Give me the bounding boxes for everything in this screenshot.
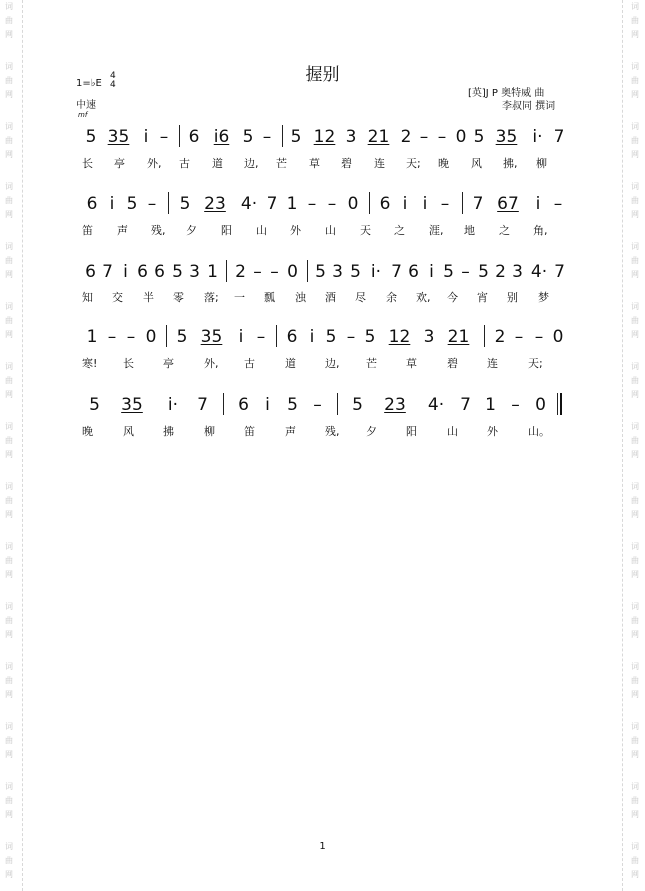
note-group: 3 — [423, 327, 435, 347]
dash-note: – — [313, 395, 322, 415]
note-group: 3 — [332, 262, 343, 282]
note-group: 23 — [204, 194, 226, 214]
note-group: 6 — [154, 262, 165, 282]
note-group: i — [238, 327, 244, 347]
note-group: 5 — [85, 127, 97, 147]
dash-note: – — [440, 194, 450, 214]
note-group: 5 — [443, 262, 454, 282]
note-group: i — [309, 327, 315, 347]
note-group: 2 — [495, 262, 506, 282]
note-group: 2 — [235, 262, 246, 282]
note-group: 5 — [179, 194, 191, 214]
note-group: 5 — [315, 262, 326, 282]
note-group: 2 — [494, 327, 506, 347]
note-group: i· — [167, 395, 179, 415]
note-group: 23 — [384, 395, 406, 415]
note-group: 2 — [400, 127, 412, 147]
bar-line — [223, 393, 224, 415]
note-group: 5 — [89, 395, 100, 415]
watermark-text: 词 曲 网 — [5, 362, 13, 399]
note-group: 0 — [455, 127, 467, 147]
note-group: 1 — [485, 395, 496, 415]
note-group: 5 — [473, 127, 485, 147]
watermark-text: 词 曲 网 — [5, 542, 13, 579]
lyricist-credit: 李叔同 撰词 — [502, 101, 556, 112]
dash-note: – — [256, 327, 266, 347]
note-group: i — [265, 395, 270, 415]
dash-note: – — [514, 327, 524, 347]
note-group: 6 — [85, 262, 96, 282]
note-group: i — [422, 194, 428, 214]
dash-note: – — [419, 127, 429, 147]
watermark-text: 词 曲 网 — [5, 122, 13, 159]
bar-line — [282, 125, 283, 147]
note-group: 0 — [287, 262, 298, 282]
watermark-text: 词 曲 网 — [5, 662, 13, 699]
note-group: 3 — [345, 127, 357, 147]
bar-line — [226, 260, 227, 282]
note-group: 5 — [172, 262, 183, 282]
note-group: 6 — [188, 127, 200, 147]
watermark-text: 词 曲 网 — [631, 602, 639, 639]
dash-note: – — [307, 194, 317, 214]
note-group: i6 — [213, 127, 230, 147]
left-border — [22, 0, 23, 891]
watermark-text: 词 曲 网 — [631, 542, 639, 579]
note-group: 5 — [352, 395, 363, 415]
note-group: 0 — [347, 194, 359, 214]
bar-line — [168, 192, 169, 214]
note-group: 7 — [197, 395, 208, 415]
watermark-text: 词 曲 网 — [631, 62, 639, 99]
note-group: 5 — [126, 194, 138, 214]
dash-note: – — [511, 395, 520, 415]
bar-line — [179, 125, 180, 147]
final-bar-thick — [560, 393, 562, 415]
dash-note: – — [437, 127, 447, 147]
dash-note: – — [159, 127, 169, 147]
composer-credit: [英]J P 奥特威 曲 — [468, 88, 545, 99]
bar-line — [462, 192, 463, 214]
watermark-text: 词 曲 网 — [631, 842, 639, 879]
note-group: 6 — [86, 194, 98, 214]
watermark-text: 词 曲 网 — [631, 722, 639, 759]
bar-line — [166, 325, 167, 347]
dash-note: – — [126, 327, 136, 347]
note-group: 7 — [266, 194, 278, 214]
watermark-text: 词 曲 网 — [631, 782, 639, 819]
note-group: 5 — [287, 395, 298, 415]
bar-line — [337, 393, 338, 415]
note-group: 6 — [137, 262, 148, 282]
note-group: 35 — [495, 127, 518, 147]
note-group: 5 — [364, 327, 376, 347]
note-group: i — [429, 262, 434, 282]
dash-note: – — [262, 127, 272, 147]
dash-note: – — [534, 327, 544, 347]
watermark-text: 词 曲 网 — [5, 182, 13, 219]
note-group: 7 — [553, 127, 565, 147]
note-group: 7 — [391, 262, 402, 282]
watermark-text: 词 曲 网 — [5, 302, 13, 339]
note-group: i — [123, 262, 128, 282]
watermark-text: 词 曲 网 — [631, 422, 639, 459]
note-group: 1 — [86, 327, 98, 347]
watermark-text: 词 曲 网 — [631, 182, 639, 219]
watermark-text: 词 曲 网 — [631, 2, 639, 39]
watermark-text: 词 曲 网 — [631, 482, 639, 519]
final-bar-thin — [557, 393, 558, 415]
watermark-text: 词 曲 网 — [631, 122, 639, 159]
dash-note: – — [327, 194, 337, 214]
watermark-text: 词 曲 网 — [5, 722, 13, 759]
dash-note: – — [553, 194, 563, 214]
note-group: 4· — [530, 262, 548, 282]
note-group: 3 — [189, 262, 200, 282]
watermark-text: 词 曲 网 — [631, 242, 639, 279]
page-number: 1 — [319, 841, 326, 852]
note-group: 7 — [554, 262, 565, 282]
note-group: 5 — [176, 327, 188, 347]
watermark-text: 词 曲 网 — [5, 602, 13, 639]
tempo-marking: 中速 — [76, 100, 96, 111]
watermark-text: 词 曲 网 — [5, 842, 13, 879]
note-group: 7 — [460, 395, 471, 415]
note-group: 5 — [478, 262, 489, 282]
note-group: 5 — [325, 327, 337, 347]
bar-line — [307, 260, 308, 282]
watermark-text: 词 曲 网 — [5, 422, 13, 459]
watermark-text: 词 曲 网 — [631, 662, 639, 699]
watermark-text: 词 曲 网 — [5, 62, 13, 99]
note-group: 67 — [497, 194, 519, 214]
dash-note: – — [270, 262, 279, 282]
dynamic-marking: mf — [78, 111, 88, 119]
dash-note: – — [346, 327, 356, 347]
note-group: 21 — [367, 127, 390, 147]
note-group: 35 — [121, 395, 143, 415]
note-group: 35 — [107, 127, 130, 147]
note-group: i — [143, 127, 149, 147]
note-group: 4· — [427, 395, 445, 415]
note-group: 3 — [512, 262, 523, 282]
right-border — [622, 0, 623, 891]
key-signature: 1=♭E — [76, 78, 102, 89]
note-group: 6 — [379, 194, 391, 214]
note-group: i — [109, 194, 115, 214]
note-group: 5 — [242, 127, 254, 147]
note-group: 35 — [200, 327, 223, 347]
note-group: 4· — [240, 194, 258, 214]
note-group: 6 — [238, 395, 249, 415]
bar-line — [369, 192, 370, 214]
note-group: 12 — [388, 327, 411, 347]
note-group: 21 — [447, 327, 470, 347]
note-group: 5 — [290, 127, 302, 147]
watermark-text: 词 曲 网 — [631, 302, 639, 339]
note-group: 6 — [286, 327, 298, 347]
watermark-text: 词 曲 网 — [5, 482, 13, 519]
note-group: 1 — [207, 262, 218, 282]
note-group: i — [402, 194, 408, 214]
watermark-text: 词 曲 网 — [5, 2, 13, 39]
note-group: 5 — [350, 262, 361, 282]
dash-note: – — [107, 327, 117, 347]
dash-note: – — [461, 262, 470, 282]
note-group: 7 — [472, 194, 484, 214]
note-group: 6 — [408, 262, 419, 282]
note-group: 7 — [102, 262, 113, 282]
watermark-text: 词 曲 网 — [5, 782, 13, 819]
note-group: 12 — [313, 127, 336, 147]
note-group: i· — [532, 127, 543, 147]
time-signature: 4 4 — [110, 71, 116, 90]
watermark-text: 词 曲 网 — [5, 242, 13, 279]
song-title: 握别 — [305, 65, 340, 85]
note-group: 0 — [145, 327, 157, 347]
watermark-text: 词 曲 网 — [631, 362, 639, 399]
note-group: i· — [370, 262, 382, 282]
bar-line — [484, 325, 485, 347]
dash-note: – — [253, 262, 262, 282]
dash-note: – — [147, 194, 157, 214]
note-group: 0 — [535, 395, 546, 415]
note-group: i — [535, 194, 541, 214]
note-group: 0 — [552, 327, 564, 347]
note-group: 1 — [286, 194, 298, 214]
bar-line — [276, 325, 277, 347]
